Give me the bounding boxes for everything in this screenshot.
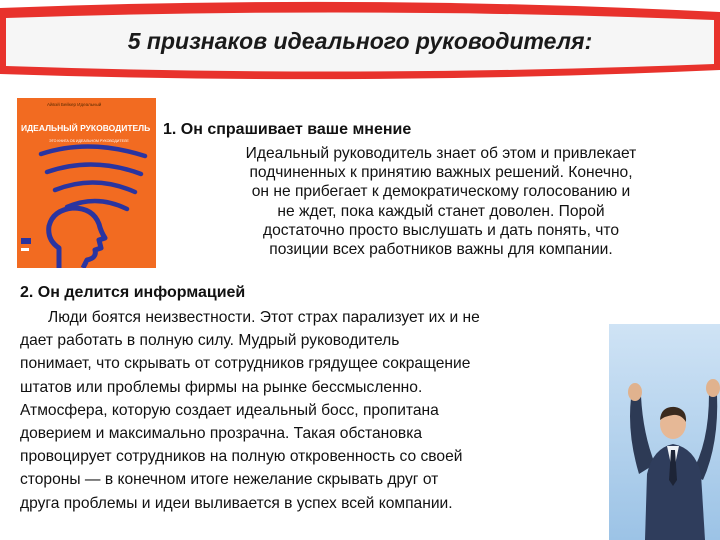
point-1-body — [186, 144, 696, 259]
point-1-line: не ждет, пока каждый станет доволен. Порой — [277, 202, 605, 220]
slide-title: 5 признаков идеального руководителя: — [127, 28, 593, 54]
book-title: ИДЕАЛЬНЫЙ РУКОВОДИТЕЛЬ — [21, 123, 151, 133]
point-1-line: он не прибегает к демократическому голосованию и — [251, 183, 631, 201]
point-2-line: провоцирует сотрудников на полную откровенность со своей — [20, 448, 463, 466]
book-logo-mark — [21, 248, 29, 251]
point-1-line: Идеальный руководитель знает об этом и привлекает — [245, 145, 637, 162]
book-logo — [21, 238, 31, 244]
point-2-line: дает работать в полную силу. Мудрый руководитель — [20, 332, 400, 350]
point-2-line: Люди боятся неизвестности. Этот страх парализует их и не — [48, 309, 480, 326]
point-1-line: достаточно просто выслушать и дать понять, что — [262, 221, 620, 239]
point-1-line: подчиненных к принятию важных решений. Конечно, — [249, 164, 633, 182]
right-fist — [706, 379, 720, 397]
businessman-photo — [609, 324, 720, 540]
point-2-heading: 2. Он делится информацией — [20, 284, 246, 301]
point-2-line: Атмосфера, которую создает идеальный босс, пропитана — [20, 401, 439, 419]
point-2-line: штатов или проблемы фирмы на рынке бессмысленно. — [20, 378, 423, 396]
point-2-line: понимает, что скрывать от сотрудников грядущее сокращение — [20, 355, 471, 373]
point-2-body — [20, 306, 610, 515]
point-2-line: стороны — в конечном итоге нежелание скрывать друг от — [20, 471, 439, 489]
book-top-text: Айвэй Бейкер Идеальный — [47, 102, 102, 107]
point-2-line: друга проблемы и идеи выливается в успех всей компании. — [20, 494, 453, 512]
book-cover-image — [17, 98, 156, 268]
book-subtitle: ЭТО КНИГА ОБ ИДЕАЛЬНОМ РУКОВОДИТЕЛЕ — [49, 139, 129, 143]
point-2-line: доверием и максимально прозрачна. Такая обстановка — [20, 425, 423, 443]
point-1-heading: 1. Он спрашивает ваше мнение — [163, 121, 412, 138]
left-fist — [628, 383, 642, 401]
point-1-line: позиции всех работников важны для компании. — [269, 241, 613, 259]
